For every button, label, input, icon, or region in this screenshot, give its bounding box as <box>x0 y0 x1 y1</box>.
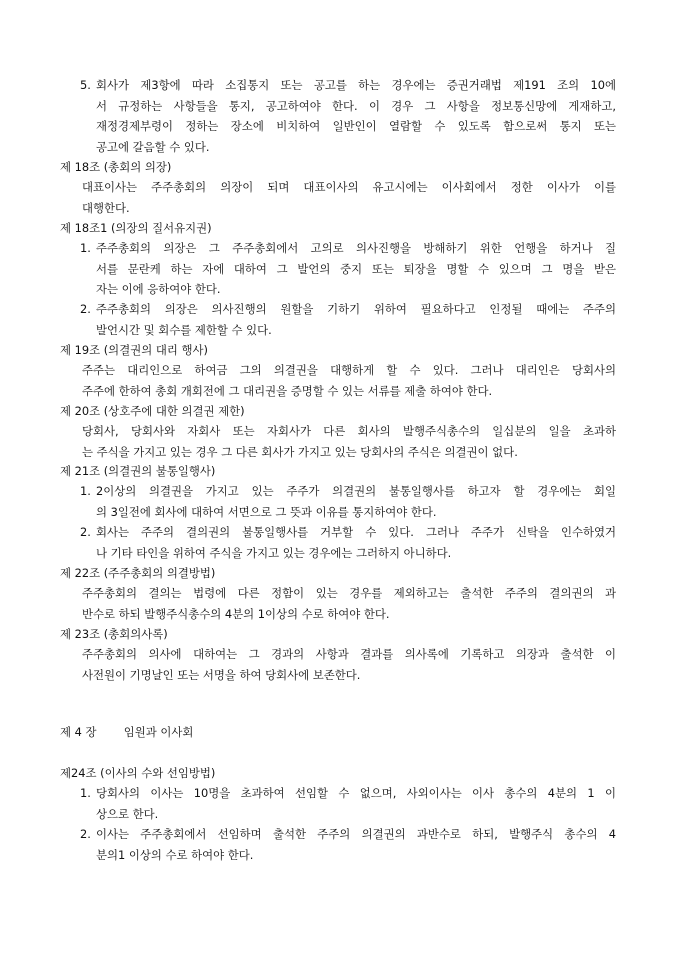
item-5-text <box>96 75 616 157</box>
article-24-item-1-line: 상으로 한다. <box>96 806 159 821</box>
article-18-line: 대표이사는 주주총회의 의장이 되며 대표이사의 유고시에는 이사회에서 정한 이사가 이를 <box>82 180 616 194</box>
article-24-item-2-number: 2. <box>80 827 91 841</box>
article-18-1-heading: 제 18조1 (의장의 질서유지권) <box>60 221 212 235</box>
article-21-item-1-number: 1. <box>80 484 91 498</box>
article-21-item-2-line: 회사는 주주의 결의권의 불통일행사를 거부할 수 있다. 그러나 주주가 신탁을 인수하였거 <box>96 525 616 539</box>
article-18-1-item-1-line: 서를 문란케 하는 자에 대하여 그 발언의 중지 또는 퇴장을 명할 수 있으며 그 명을 받은 <box>96 261 616 276</box>
article-24-item-2-line: 분의1 이상의 수로 하여야 한다. <box>96 847 254 862</box>
chapter-4-heading <box>60 722 193 743</box>
chapter-title: 임원과 이사회 <box>123 725 194 739</box>
article-20-line: 는 주식을 가지고 있는 경우 그 다른 회사가 가지고 있는 당회사의 주식은 의결권이 없다. <box>82 444 518 459</box>
item-5-line: 재정경제부령이 정하는 장소에 비치하여 일반인이 열람할 수 있도록 함으로써 통지 또는 <box>96 119 616 133</box>
article-24-item-2-text <box>96 824 616 865</box>
article-23-heading: 제 23조 (총회의사록) <box>60 627 168 641</box>
article-18-1-item-1-line: 자는 이에 응하여야 한다. <box>96 282 221 296</box>
article-23-body <box>82 644 616 685</box>
article-18-1-item-1-text <box>96 238 616 300</box>
article-24-item-1-line: 당회사의 이사는 10명을 초과하여 선임할 수 없으며, 사외이사는 이사 총수의 4분의 1 이 <box>96 786 616 800</box>
article-19-heading: 제 19조 (의결권의 대리 행사) <box>60 343 208 357</box>
article-18-heading: 제 18조 (총회의 의장) <box>60 160 172 174</box>
article-18-body <box>82 177 616 218</box>
item-5-line: 공고에 갈음할 수 있다. <box>96 139 210 154</box>
article-24-item-1-text <box>96 783 616 824</box>
article-24-heading: 제24조 (이사의 수와 선임방법) <box>60 766 216 780</box>
article-18-1-item-2-number: 2. <box>80 302 91 316</box>
article-22-body <box>82 583 616 624</box>
article-24-item-2-line: 이사는 주주총회에서 선임하며 출석한 주주의 의결권의 과반수로 하되, 발행주식 총수의 4 <box>96 827 616 841</box>
item-5-line: 서 규정하는 사항들을 통지, 공고하여야 한다. 이 경우 그 사항을 정보통신망에 게재하고, <box>96 98 616 113</box>
article-22-heading: 제 22조 (주주총회의 의결방법) <box>60 566 216 580</box>
article-19-line: 주주는 대리인으로 하여금 그의 의결권을 대행하게 할 수 있다. 그러나 대리인은 당회사의 <box>82 363 616 377</box>
article-19-body <box>82 360 616 401</box>
article-18-1-item-2-text <box>96 299 616 340</box>
article-21-item-2-number: 2. <box>80 525 91 539</box>
article-18-1-item-1-number: 1. <box>80 241 91 255</box>
article-20-body <box>82 421 616 462</box>
article-24-item-1-number: 1. <box>80 786 91 800</box>
article-23-line: 주주총회의 의사에 대하여는 그 경과의 사항과 결과를 의사록에 기록하고 의장과 출석한 이 <box>82 647 616 661</box>
article-21-item-1-line: 의 3일전에 회사에 대하여 서면으로 그 뜻과 이유를 통지하여야 한다. <box>96 504 437 519</box>
article-21-item-1-line: 2이상의 의결권을 가지고 있는 주주가 의결권의 불통일행사를 하고자 할 경우에는 회일 <box>96 484 616 498</box>
article-18-1-item-2-line: 발언시간 및 회수를 제한할 수 있다. <box>96 322 272 337</box>
article-18-1-item-1-line: 주주총회의 의장은 그 주주총회에서 고의로 의사진행을 방해하기 위한 언행을 하거나 질 <box>96 241 616 255</box>
item-5-line: 회사가 제3항에 따라 소집통지 또는 공고를 하는 경우에는 증권거래법 제191 조의 10에 <box>96 78 616 92</box>
chapter-number: 제 4 장 <box>60 725 97 739</box>
article-19-line: 주주에 한하여 총회 개회전에 그 대리권을 증명할 수 있는 서류를 제출 하여야 한다. <box>82 383 493 398</box>
article-18-line: 대행한다. <box>82 200 130 215</box>
article-23-line: 사전원이 기명날인 또는 서명을 하여 당회사에 보존한다. <box>82 667 361 682</box>
article-20-heading: 제 20조 (상호주에 대한 의결권 제한) <box>60 404 245 418</box>
article-18-1-item-2-line: 주주총회의 의장은 의사진행의 원할을 기하기 위하여 필요하다고 인정될 때에는 주주의 <box>96 302 616 316</box>
article-21-item-1-text <box>96 481 616 522</box>
article-21-item-2-line: 나 기타 타인을 위하여 주식을 가지고 있는 경우에는 그러하지 아니하다. <box>96 545 452 560</box>
item-5-number: 5. <box>80 78 91 92</box>
article-22-line: 주주총회의 결의는 법령에 다른 정함이 있는 경우를 제외하고는 출석한 주주의 결의권의 과 <box>82 586 616 600</box>
article-22-line: 반수로 하되 발행주식총수의 4분의 1이상의 수로 하여야 한다. <box>82 606 390 621</box>
article-21-item-2-text <box>96 522 616 563</box>
article-20-line: 당회사, 당회사와 자회사 또는 자회사가 다른 회사의 발행주식총수의 일십분의 일을 초과하 <box>82 424 616 438</box>
article-21-heading: 제 21조 (의결권의 불통일행사) <box>60 464 216 478</box>
